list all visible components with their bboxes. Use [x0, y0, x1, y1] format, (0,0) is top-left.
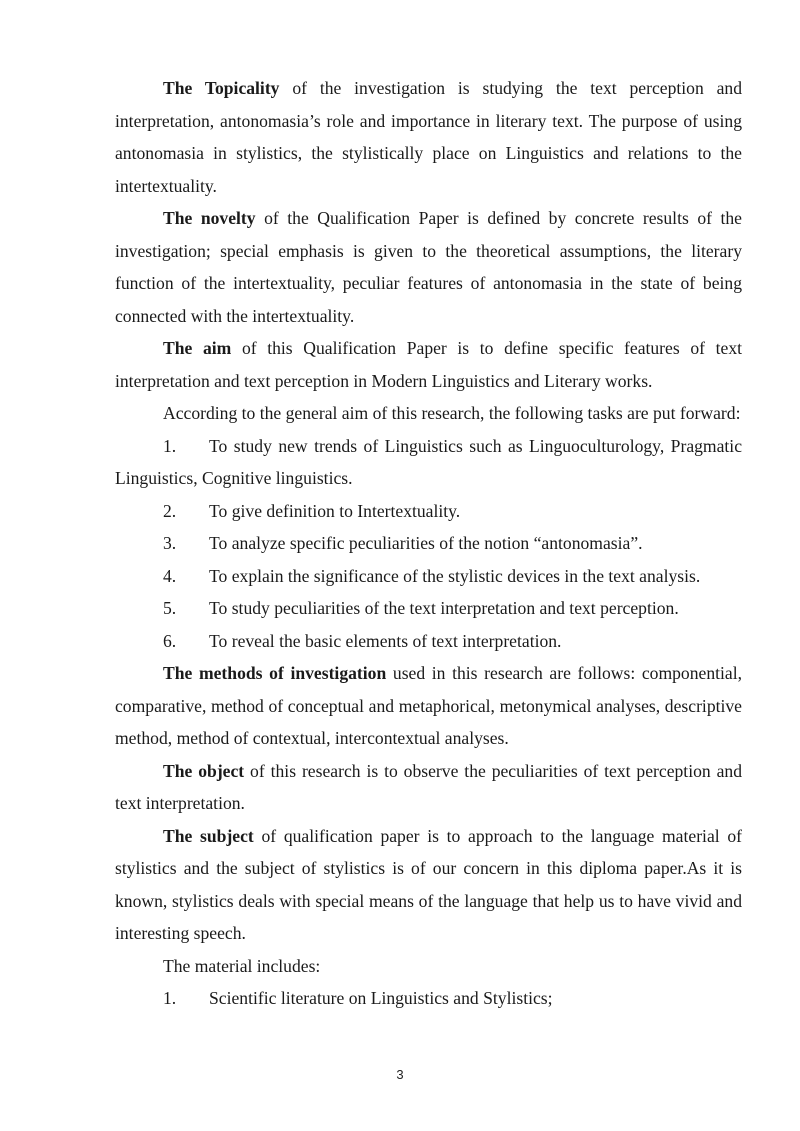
task-text: To give definition to Intertextuality.: [209, 500, 461, 521]
topicality-paragraph: [115, 72, 742, 202]
task-text: To explain the significance of the stylistic devices in the text analysis.: [209, 565, 701, 586]
task-number: 5.: [163, 598, 177, 618]
task-item: [115, 527, 742, 560]
task-text: To study peculiarities of the text interpretation and text perception.: [209, 598, 679, 618]
subject-heading: The subject: [163, 825, 254, 846]
aim-heading: The aim: [163, 338, 232, 358]
object-heading: The object: [163, 760, 245, 781]
methods-paragraph: [115, 657, 742, 755]
methods-text: used in this research are follows: componential, comparative, method of conceptual and metaphorical, metonymical analyses, descriptive method, method of contextual, intercontextual analyses.: [115, 663, 743, 748]
material-number: 1.: [163, 988, 177, 1008]
topicality-heading: The Topicality: [163, 78, 280, 98]
task-text: To reveal the basic elements of text interpretation.: [209, 630, 562, 651]
material-text: Scientific literature on Linguistics and Stylistics;: [209, 988, 553, 1008]
document-page: [115, 72, 742, 1015]
task-item: [115, 495, 742, 528]
task-number: 4.: [163, 565, 177, 586]
subject-text: of qualification paper is to approach to the language material of stylistics and the subject of stylistics is of our concern in this diploma paper.As it is known, stylistics deals with special means of the language that help us to have vivid and interesting speech.: [115, 825, 742, 943]
methods-heading: The methods of investigation: [163, 663, 387, 683]
aim-paragraph: [115, 332, 742, 397]
topicality-text: of the investigation is studying the text perception and interpretation, antonomasia’s role and importance in literary text. The purpose of using antonomasia in stylistics, the stylistically place on Linguistics and relations to the intertextuality.: [115, 78, 742, 196]
task-number: 6.: [163, 630, 177, 651]
task-text: To study new trends of Linguistics such as Linguoculturology, Pragmatic Linguistics, Cognitive linguistics.: [115, 435, 742, 488]
task-item: [115, 625, 742, 658]
subject-paragraph: [115, 820, 742, 950]
aim-text: of this Qualification Paper is to define specific features of text interpretation and text perception in Modern Linguistics and Literary works.: [115, 338, 742, 391]
task-number: 1.: [163, 435, 177, 456]
task-number: 3.: [163, 533, 177, 553]
material-item: [115, 982, 742, 1015]
material-intro-paragraph: The material includes:: [163, 955, 321, 976]
task-item: [115, 560, 742, 593]
novelty-text: of the Qualification Paper is defined by concrete results of the investigation; special emphasis is given to the theoretical assumptions, the literary function of the intertextuality, peculiar features of antonomasia in the state of being connected with the intertextuality.: [115, 208, 742, 326]
task-item: [115, 592, 742, 625]
object-paragraph: [115, 755, 742, 820]
task-text: To analyze specific peculiarities of the notion “antonomasia”.: [209, 533, 643, 553]
page-number: 3: [396, 1067, 404, 1082]
novelty-heading: The novelty: [163, 208, 256, 228]
tasks-intro-paragraph: According to the general aim of this research, the following tasks are put forward:: [163, 403, 741, 423]
task-number: 2.: [163, 500, 177, 521]
novelty-paragraph: [115, 202, 742, 332]
task-item: [115, 430, 742, 495]
object-text: of this research is to observe the peculiarities of text perception and text interpretation.: [115, 760, 742, 813]
